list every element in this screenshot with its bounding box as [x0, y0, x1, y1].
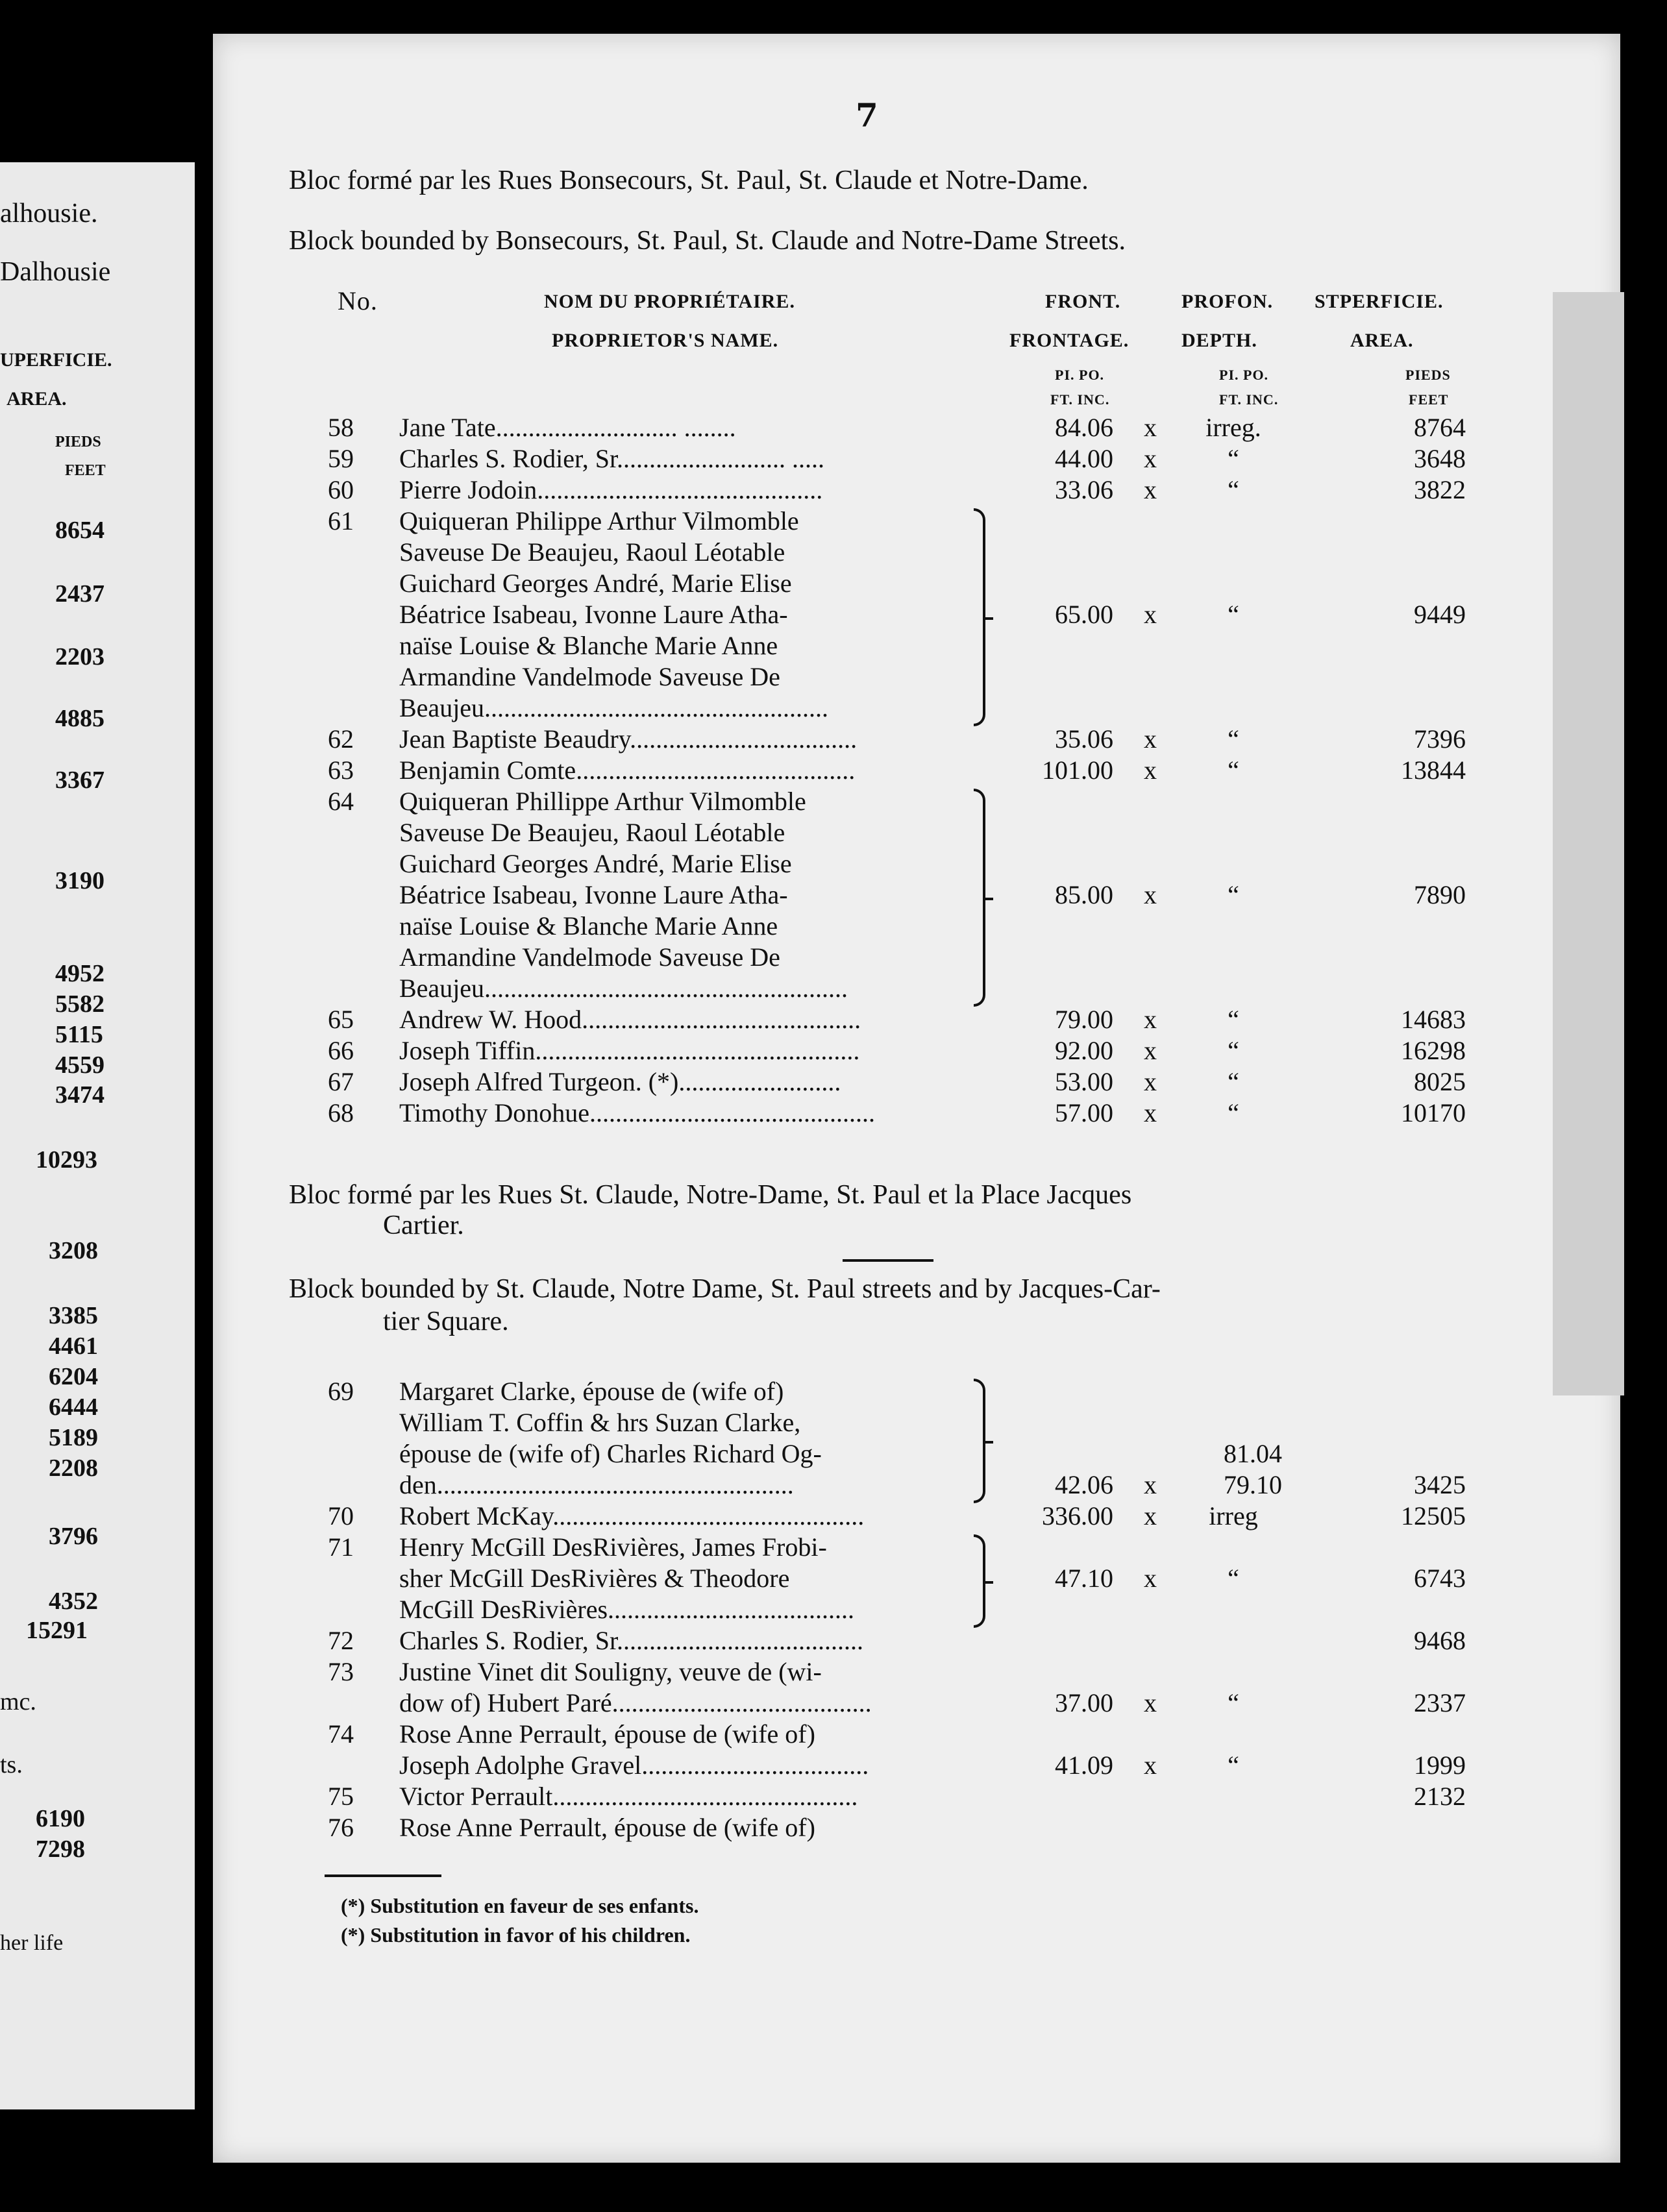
left-value: 10293	[36, 1146, 97, 1174]
table-row	[0, 786, 1667, 817]
depth-value: “	[1228, 1098, 1239, 1127]
lot-number: 71	[328, 1532, 354, 1562]
proprietor-name: Beaujeu.....................................................	[399, 693, 829, 722]
times-sign: x	[1144, 1098, 1157, 1127]
proprietor-name: Margaret Clarke, épouse de (wife of)	[399, 1377, 784, 1406]
table-row	[0, 1719, 1667, 1750]
left-value: 4885	[55, 705, 105, 732]
proprietor-name: épouse de (wife of) Charles Richard Og-	[399, 1439, 822, 1468]
table-row	[0, 1407, 1667, 1438]
left-value: 3208	[49, 1237, 98, 1264]
table-row-values	[0, 1781, 1667, 1812]
lot-number: 60	[328, 475, 354, 504]
area-value: 3425	[1414, 1470, 1466, 1499]
header-depth-en: DEPTH.	[1181, 330, 1257, 351]
proprietor-name: Victor Perrault...............................................	[399, 1782, 858, 1811]
left-value: 4952	[55, 960, 105, 987]
footnote-en: (*) Substitution in favor of his children.	[341, 1923, 691, 1947]
grouping-brace	[974, 1379, 985, 1503]
lot-number: 62	[328, 724, 354, 754]
table-row-values	[0, 1098, 1667, 1129]
times-sign: x	[1144, 1751, 1157, 1780]
proprietor-name: naïse Louise & Blanche Marie Anne	[399, 631, 778, 660]
area-value: 13844	[1401, 756, 1466, 785]
frontage-value: 35.06	[1055, 724, 1113, 754]
left-value: 2203	[55, 643, 105, 670]
frontage-value: 33.06	[1055, 475, 1113, 504]
area-value: 2132	[1414, 1782, 1466, 1811]
table-row	[0, 1376, 1667, 1407]
header-front-unit-en: FT. INC.	[1050, 391, 1110, 408]
left-text: her life	[0, 1931, 64, 1955]
lot-number: 75	[328, 1782, 354, 1811]
depth-value: “	[1228, 475, 1239, 504]
table-row-values	[0, 755, 1667, 786]
depth-value: irreg.	[1205, 413, 1261, 442]
left-text: AREA.	[6, 388, 67, 410]
table-row	[0, 661, 1667, 693]
header-name-fr: NOM DU PROPRIÉTAIRE.	[544, 291, 795, 312]
depth-value: “	[1228, 756, 1239, 785]
table-row-values	[0, 724, 1667, 755]
lot-number: 65	[328, 1005, 354, 1034]
header-front-fr: FRONT.	[1045, 291, 1121, 312]
grouping-brace	[974, 789, 985, 1007]
frontage-value: 101.00	[1042, 756, 1113, 785]
area-value: 7890	[1414, 880, 1466, 909]
table-row	[0, 506, 1667, 537]
section2-title-en-1: Block bounded by St. Claude, Notre Dame, St. Paul streets and by Jacques-Car-	[289, 1274, 1161, 1304]
area-value: 8764	[1414, 413, 1466, 442]
table-row-values	[0, 879, 1667, 911]
left-value: 3385	[49, 1302, 98, 1329]
section2-title-en-2: tier Square.	[383, 1307, 509, 1336]
proprietor-name: Timothy Donohue............................................	[399, 1098, 876, 1127]
proprietor-name: dow of) Hubert Paré........................................	[399, 1688, 872, 1717]
depth-value: irreg	[1209, 1501, 1258, 1530]
proprietor-name: Robert McKay................................................	[399, 1501, 865, 1530]
table-row-values	[0, 1501, 1667, 1532]
area-value: 9468	[1414, 1626, 1466, 1655]
lot-number: 73	[328, 1657, 354, 1686]
left-value: 15291	[26, 1617, 88, 1644]
table-row-values	[0, 599, 1667, 630]
frontage-value: 84.06	[1055, 413, 1113, 442]
proprietor-name: Pierre Jodoin............................................	[399, 475, 823, 504]
times-sign: x	[1144, 413, 1157, 442]
proprietor-name: Guichard Georges André, Marie Elise	[399, 849, 792, 878]
proprietor-name: Armandine Vandelmode Saveuse De	[399, 662, 780, 691]
times-sign: x	[1144, 600, 1157, 629]
table-row-values	[0, 1066, 1667, 1098]
header-name-en: PROPRIETOR'S NAME.	[552, 330, 779, 351]
proprietor-name: Béatrice Isabeau, Ivonne Laure Atha-	[399, 600, 788, 629]
proprietor-name: McGill DesRivières......................................	[399, 1595, 855, 1624]
proprietor-name: Guichard Georges André, Marie Elise	[399, 569, 792, 598]
times-sign: x	[1144, 880, 1157, 909]
left-value: 7298	[36, 1836, 85, 1863]
left-value: 2437	[55, 580, 105, 608]
header-depth-unit-fr: PI. PO.	[1219, 367, 1269, 383]
table-row	[0, 848, 1667, 879]
lot-number: 59	[328, 444, 354, 473]
left-value: 3474	[55, 1081, 105, 1109]
table-row	[0, 568, 1667, 599]
frontage-value: 336.00	[1042, 1501, 1113, 1530]
times-sign: x	[1144, 1036, 1157, 1065]
area-value: 8025	[1414, 1067, 1466, 1096]
proprietor-name: Charles S. Rodier, Sr......................................	[399, 1626, 864, 1655]
left-value: 3796	[49, 1523, 98, 1550]
proprietor-name: sher McGill DesRivières & Theodore	[399, 1564, 790, 1593]
table-row	[0, 630, 1667, 661]
left-value: 5189	[49, 1424, 98, 1451]
frontage-value: 44.00	[1055, 444, 1113, 473]
table-row-values	[0, 474, 1667, 506]
left-value: 2208	[49, 1455, 98, 1482]
table-row	[0, 942, 1667, 973]
proprietor-name: Beaujeu........................................................	[399, 974, 848, 1003]
depth-value: “	[1228, 1067, 1239, 1096]
left-value: 4352	[49, 1588, 98, 1615]
table-row	[0, 973, 1667, 1004]
table-row	[0, 911, 1667, 942]
left-value: 6190	[36, 1805, 85, 1832]
area-value: 16298	[1401, 1036, 1466, 1065]
frontage-value: 37.00	[1055, 1688, 1113, 1717]
left-value: 3190	[55, 867, 105, 894]
lot-number: 63	[328, 756, 354, 785]
proprietor-name: Quiqueran Phillippe Arthur Vilmomble	[399, 787, 806, 816]
proprietor-name: Henry McGill DesRivières, James Frobi-	[399, 1532, 827, 1562]
proprietor-name: Joseph Tiffin..................................................	[399, 1036, 860, 1065]
area-value: 3822	[1414, 475, 1466, 504]
lot-number: 72	[328, 1626, 354, 1655]
area-value: 6743	[1414, 1564, 1466, 1593]
header-front-unit-fr: PI. PO.	[1055, 367, 1105, 383]
depth-value: “	[1228, 1564, 1239, 1593]
frontage-value: 41.09	[1055, 1751, 1113, 1780]
page-number: 7	[856, 96, 878, 134]
table-row	[0, 1594, 1667, 1625]
times-sign: x	[1144, 1564, 1157, 1593]
times-sign: x	[1144, 1005, 1157, 1034]
depth-value: “	[1228, 1005, 1239, 1034]
area-value: 10170	[1401, 1098, 1466, 1127]
left-value: 4559	[55, 1051, 105, 1079]
depth-value: “	[1228, 724, 1239, 754]
depth-value: “	[1228, 1688, 1239, 1717]
area-value: 7396	[1414, 724, 1466, 754]
depth-value: “	[1228, 600, 1239, 629]
proprietor-name: Saveuse De Beaujeu, Raoul Léotable	[399, 537, 785, 567]
times-sign: x	[1144, 1688, 1157, 1717]
times-sign: x	[1144, 1067, 1157, 1096]
proprietor-name: Armandine Vandelmode Saveuse De	[399, 942, 780, 972]
grouping-brace	[974, 1534, 985, 1628]
area-value: 14683	[1401, 1005, 1466, 1034]
lot-number: 58	[328, 413, 354, 442]
grouping-brace	[974, 508, 985, 726]
left-text: PIEDS	[55, 434, 101, 450]
left-value: 8654	[55, 517, 105, 544]
lot-number: 66	[328, 1036, 354, 1065]
frontage-value: 47.10	[1055, 1564, 1113, 1593]
table-row-values	[0, 1004, 1667, 1035]
left-text: FEET	[65, 462, 106, 479]
frontage-value: 57.00	[1055, 1098, 1113, 1127]
proprietor-name: Charles S. Rodier, Sr.......................... .....	[399, 444, 825, 473]
left-text: Dalhousie	[0, 257, 111, 287]
table-row	[0, 1532, 1667, 1563]
times-sign: x	[1144, 444, 1157, 473]
header-area-unit-fr: PIEDS	[1405, 367, 1451, 383]
proprietor-name: Quiqueran Philippe Arthur Vilmomble	[399, 506, 799, 535]
table-row	[0, 537, 1667, 568]
area-value: 1999	[1414, 1751, 1466, 1780]
frontage-value: 79.00	[1055, 1005, 1113, 1034]
proprietor-name: den.......................................................	[399, 1470, 794, 1499]
area-value: 9449	[1414, 600, 1466, 629]
section1-title-en: Block bounded by Bonsecours, St. Paul, St. Claude and Notre-Dame Streets.	[289, 226, 1126, 256]
table-row-values	[0, 443, 1667, 474]
header-front-en: FRONTAGE.	[1009, 330, 1130, 351]
header-area-fr: STPERFICIE.	[1315, 291, 1444, 312]
table-row	[0, 693, 1667, 724]
footnote-rule	[325, 1874, 441, 1877]
frontage-value: 53.00	[1055, 1067, 1113, 1096]
proprietor-name: Jean Baptiste Beaudry...................................	[399, 724, 858, 754]
proprietor-name: Joseph Alfred Turgeon. (*).........................	[399, 1067, 841, 1096]
table-row-values	[0, 1812, 1667, 1843]
depth-value: “	[1228, 1036, 1239, 1065]
left-value: 3367	[55, 767, 105, 794]
proprietor-name: Saveuse De Beaujeu, Raoul Léotable	[399, 818, 785, 847]
proprietor-name: William T. Coffin & hrs Suzan Clarke,	[399, 1408, 801, 1437]
header-depth-unit-en: FT. INC.	[1219, 391, 1279, 408]
separator-rule	[843, 1259, 933, 1262]
times-sign: x	[1144, 756, 1157, 785]
left-text: UPERFICIE.	[0, 349, 112, 371]
times-sign: x	[1144, 1501, 1157, 1530]
header-no: No.	[338, 286, 378, 315]
lot-number: 69	[328, 1377, 354, 1406]
proprietor-name: Benjamin Comte...........................................	[399, 756, 856, 785]
table-row	[0, 817, 1667, 848]
left-value: 6444	[49, 1394, 98, 1421]
left-value: 5115	[55, 1021, 103, 1048]
table-row	[0, 1656, 1667, 1688]
times-sign: x	[1144, 724, 1157, 754]
section2-title-fr-1: Bloc formé par les Rues St. Claude, Notre-Dame, St. Paul et la Place Jacques	[289, 1180, 1132, 1210]
area-value: 2337	[1414, 1688, 1466, 1717]
left-text: alhousie.	[0, 199, 98, 228]
lot-number: 64	[328, 787, 354, 816]
left-text: mc.	[0, 1688, 36, 1715]
table-row-values	[0, 1563, 1667, 1594]
header-area-en: AREA.	[1350, 330, 1414, 351]
depth-value: “	[1228, 444, 1239, 473]
proprietor-name: Rose Anne Perrault, épouse de (wife of)	[399, 1719, 815, 1749]
times-sign: x	[1144, 475, 1157, 504]
frontage-value: 65.00	[1055, 600, 1113, 629]
depth-value: 79.10	[1224, 1470, 1282, 1499]
depth-value: “	[1228, 880, 1239, 909]
lot-number: 74	[328, 1719, 354, 1749]
table-row-values	[0, 1035, 1667, 1066]
area-value: 12505	[1401, 1501, 1466, 1530]
area-value: 3648	[1414, 444, 1466, 473]
lot-number: 61	[328, 506, 354, 535]
frontage-value: 42.06	[1055, 1470, 1113, 1499]
header-area-unit-en: FEET	[1409, 391, 1449, 408]
table-row-values	[0, 1625, 1667, 1656]
proprietor-name: Béatrice Isabeau, Ivonne Laure Atha-	[399, 880, 788, 909]
header-depth-fr: PROFON.	[1181, 291, 1274, 312]
left-value: 4461	[49, 1333, 98, 1360]
proprietor-name: Joseph Adolphe Gravel...................................	[399, 1751, 869, 1780]
left-text: ts.	[0, 1751, 23, 1778]
proprietor-name: Rose Anne Perrault, épouse de (wife of)	[399, 1813, 815, 1842]
lot-number: 68	[328, 1098, 354, 1127]
lot-number: 70	[328, 1501, 354, 1530]
frontage-value: 85.00	[1055, 880, 1113, 909]
table-row-values	[0, 1688, 1667, 1719]
proprietor-name: naïse Louise & Blanche Marie Anne	[399, 911, 778, 940]
frontage-value: 92.00	[1055, 1036, 1113, 1065]
footnote-fr: (*) Substitution en faveur de ses enfants.	[341, 1894, 699, 1917]
section2-title-fr-2: Cartier.	[383, 1210, 464, 1240]
depth-value: 81.04	[1224, 1439, 1282, 1468]
lot-number: 67	[328, 1067, 354, 1096]
depth-value: “	[1228, 1751, 1239, 1780]
proprietor-name: Justine Vinet dit Souligny, veuve de (wi-	[399, 1657, 822, 1686]
proprietor-name: Jane Tate............................ ........	[399, 413, 736, 442]
left-value: 6204	[49, 1363, 98, 1390]
table-row-values	[0, 412, 1667, 443]
times-sign: x	[1144, 1470, 1157, 1499]
left-value: 5582	[55, 990, 105, 1018]
proprietor-name: Andrew W. Hood...........................................	[399, 1005, 861, 1034]
table-row-values	[0, 1750, 1667, 1781]
section1-title-fr: Bloc formé par les Rues Bonsecours, St. Paul, St. Claude et Notre-Dame.	[289, 166, 1089, 195]
lot-number: 76	[328, 1813, 354, 1842]
table-row	[0, 1438, 1667, 1469]
